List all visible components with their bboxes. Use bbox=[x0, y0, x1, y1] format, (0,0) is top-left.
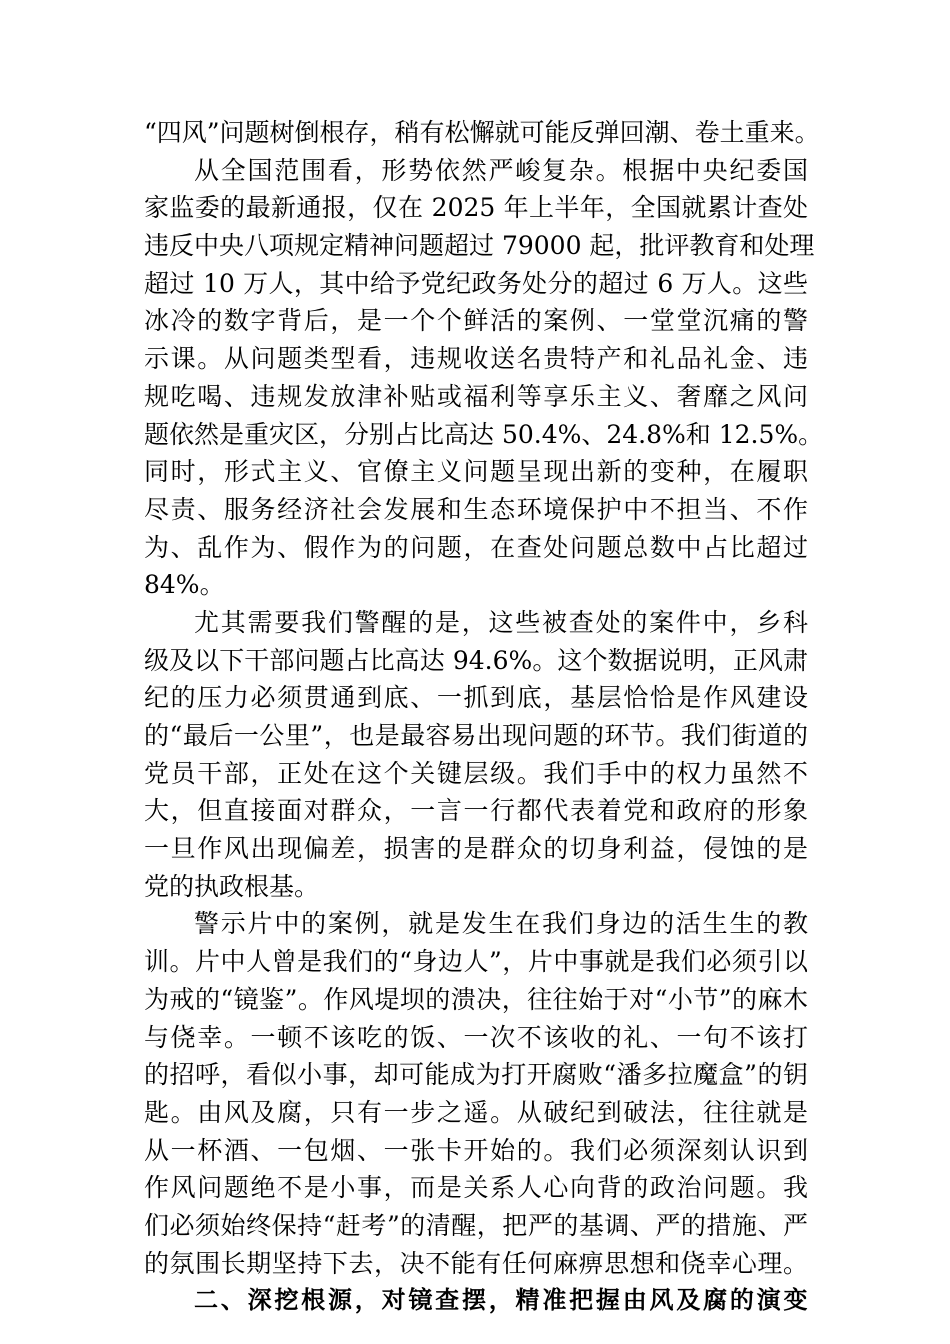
text-line: 家监委的最新通报，仅在 2025 年上半年，全国就累计查处 bbox=[144, 193, 808, 223]
text-line: 为、乱作为、假作为的问题，在查处问题总数中占比超过 bbox=[144, 532, 808, 562]
text-line: 训。片中人曾是我们的“身边人”，片中事就是我们必须引以 bbox=[144, 947, 808, 977]
text-line: 一旦作风出现偏差，损害的是群众的切身利益，侵蚀的是 bbox=[144, 834, 808, 864]
text-line: 尽责、服务经济社会发展和生态环境保护中不担当、不作 bbox=[144, 494, 808, 524]
section-heading: 二、深挖根源，对镜查摆，精准把握由风及腐的演变 bbox=[194, 1286, 808, 1315]
text-line: 大，但直接面对群众，一言一行都代表着党和政府的形象 bbox=[144, 796, 808, 826]
paragraph-last-line: 党的执政根基。 bbox=[144, 871, 320, 901]
body-text bbox=[144, 114, 824, 1320]
text-line: 示课。从问题类型看，违规收送名贵特产和礼品礼金、违 bbox=[144, 344, 808, 374]
text-line: 同时，形式主义、官僚主义问题呈现出新的变种，在履职 bbox=[144, 457, 808, 487]
text-line: 从一杯酒、一包烟、一张卡开始的。我们必须深刻认识到 bbox=[144, 1135, 808, 1165]
text-line: 作风问题绝不是小事，而是关系人心向背的政治问题。我 bbox=[144, 1173, 808, 1203]
text-line: 级及以下干部问题占比高达 94.6%。这个数据说明，正风肃 bbox=[144, 645, 808, 675]
text-line: 匙。由风及腐，只有一步之遥。从破纪到破法，往往就是 bbox=[144, 1097, 808, 1127]
text-line: 党员干部，正处在这个关键层级。我们手中的权力虽然不 bbox=[144, 758, 808, 788]
text-line: 违反中央八项规定精神问题超过 79000 起，批评教育和处理 bbox=[144, 231, 815, 261]
text-line: “四风”问题树倒根存，稍有松懈就可能反弹回潮、卷土重来。 bbox=[144, 118, 820, 147]
text-line: 们必须始终保持“赶考”的清醒，把严的基调、严的措施、严 bbox=[144, 1210, 808, 1240]
text-line: 的氛围长期坚持下去，决不能有任何麻痹思想和侥幸心理。 bbox=[144, 1248, 808, 1278]
text-line: 题依然是重灾区，分别占比高达 50.4%、24.8%和 12.5%。 bbox=[144, 419, 824, 449]
paragraph-last-line: 84%。 bbox=[144, 570, 225, 600]
text-line: 冰冷的数字背后，是一个个鲜活的案例、一堂堂沉痛的警 bbox=[144, 306, 808, 336]
text-line: 为戒的“镜鉴”。作风堤坝的溃决，往往始于对“小节”的麻木 bbox=[144, 984, 808, 1014]
paragraph-first-line: 从全国范围看，形势依然严峻复杂。根据中央纪委国 bbox=[194, 155, 808, 185]
paragraph-first-line: 警示片中的案例，就是发生在我们身边的活生生的教 bbox=[194, 909, 808, 939]
paragraph-first-line: 尤其需要我们警醒的是，这些被查处的案件中，乡科 bbox=[194, 607, 808, 637]
text-line: 规吃喝、违规发放津补贴或福利等享乐主义、奢靡之风问 bbox=[144, 381, 808, 411]
text-line: 的“最后一公里”，也是最容易出现问题的环节。我们街道的 bbox=[144, 721, 808, 750]
text-line: 超过 10 万人，其中给予党纪政务处分的超过 6 万人。这些 bbox=[144, 268, 808, 298]
text-line: 纪的压力必须贯通到底、一抓到底，基层恰恰是作风建设 bbox=[144, 683, 808, 713]
text-line: 的招呼，看似小事，却可能成为打开腐败“潘多拉魔盒”的钥 bbox=[144, 1060, 808, 1090]
text-line: 与侥幸。一顿不该吃的饭、一次不该收的礼、一句不该打 bbox=[144, 1022, 808, 1052]
